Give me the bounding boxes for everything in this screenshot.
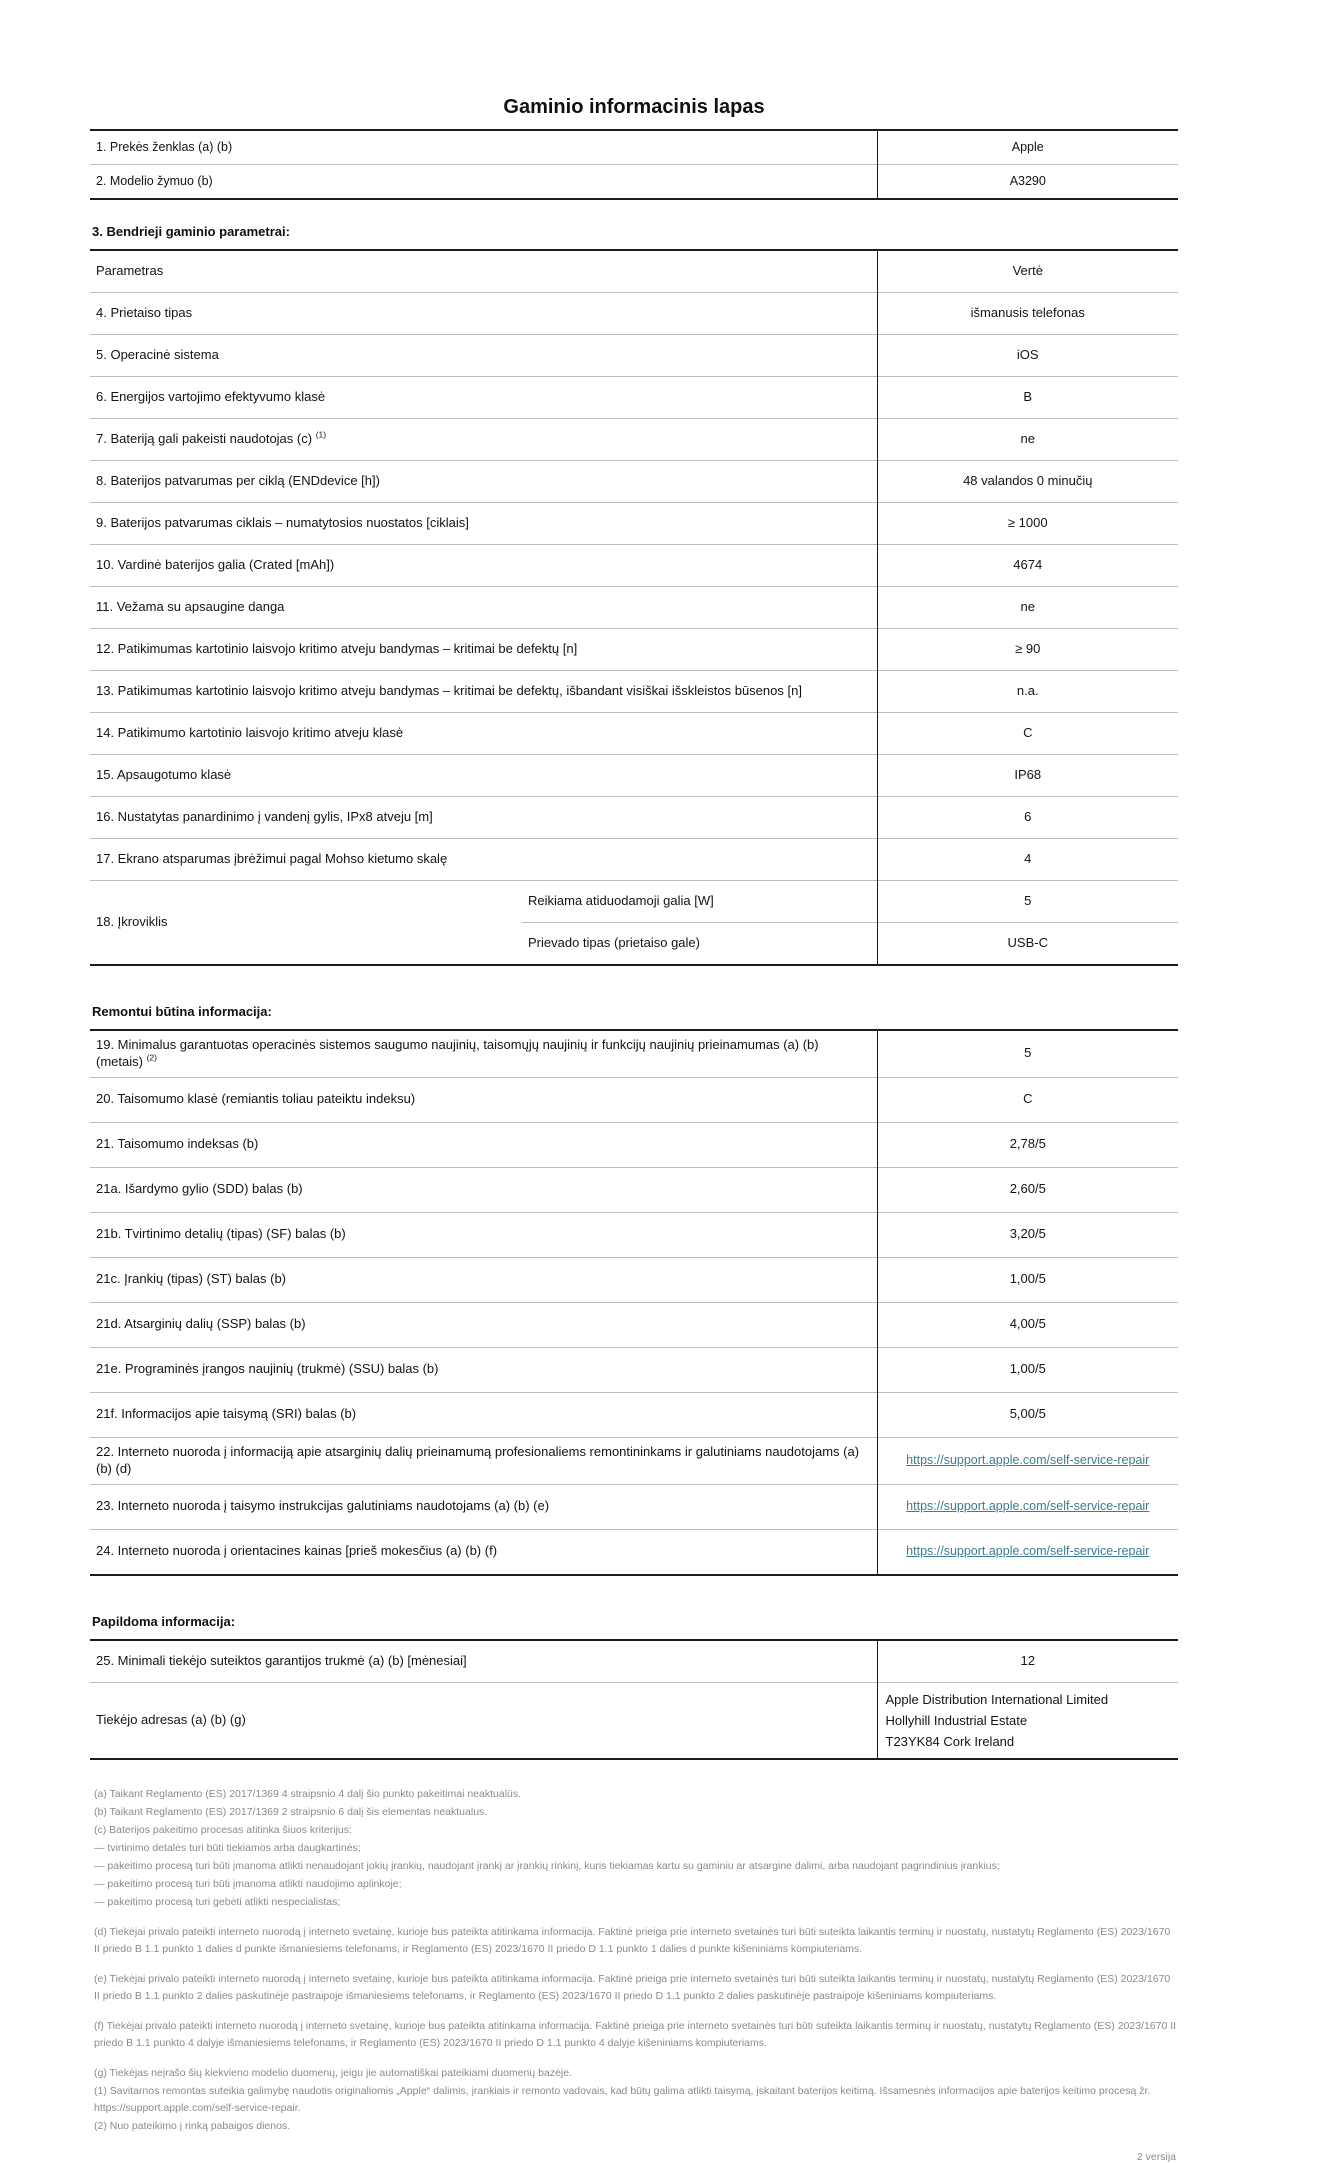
footnote: — tvirtinimo detalės turi būti tiekiamos arba daugkartinės;: [94, 1841, 361, 1854]
row-label-text: Parametras: [96, 263, 164, 279]
row-value: C: [877, 713, 1178, 755]
table-row: [90, 713, 1178, 755]
row-value: 1,00/5: [877, 1347, 1178, 1392]
row-label: [90, 1640, 877, 1683]
row-label-text: 23. Interneto nuoroda į taisymo instrukcijas galutiniams naudotojams (a) (b) (e): [96, 1498, 550, 1514]
row-value: 3,20/5: [877, 1212, 1178, 1257]
footnote: (d) Tiekėjai privalo pateikti interneto nuorodą į interneto svetainę, kurioje bus pateikta atitinkama informacija. Faktinė prieiga prie interneto svetainės turi būti suteikta laikantis terminų ir nuostatų, nustatytų Reglamento (ES) 2023/1670 II priedo B 1.1 punkto 1 dalies d punkte išmaniesiems telefonams, ir Reglamento (ES) 2023/1670 II priedo D 1.1 punkto 1 dalies d punkte kišeniniams kompiuteriams.: [94, 1925, 1171, 1955]
table-row: [90, 671, 1178, 713]
row-value: 6: [877, 797, 1178, 839]
row-label: [90, 1682, 877, 1759]
table-row: [90, 755, 1178, 797]
table-row: [90, 1257, 1178, 1302]
row-sublabel: Prievado tipas (prietaiso gale): [522, 923, 877, 966]
row-label-text: 12. Patikimumas kartotinio laisvojo kritimo atveju bandymas – kritimai be defektų [n]: [96, 641, 578, 657]
table-row: [90, 1682, 1178, 1759]
table-row: [90, 1347, 1178, 1392]
supplier-address-line: Apple Distribution International Limited: [885, 1691, 1109, 1707]
row-label: [90, 461, 877, 503]
row-label: [90, 503, 877, 545]
footnote: (f) Tiekėjai privalo pateikti interneto nuorodą į interneto svetainę, kurioje bus pateikta atitinkama informacija. Faktinė prieiga prie interneto svetainės turi būti suteikta laikantis terminų ir nuostatų, nustatytų Reglamento (ES) 2023/1670 II priedo B 1.1 punkto 4 dalyje išmaniesiems telefonams, ir Reglamento (ES) 2023/1670 II priedo D 1.1 punkto 4 dalyje kišeniniams kompiuteriams.: [94, 2019, 1177, 2049]
row-value-link[interactable]: https://support.apple.com/self-service-repair: [906, 1499, 1150, 1514]
row-label-text: 21. Taisomumo indeksas (b): [96, 1136, 259, 1152]
row-label: [90, 1392, 877, 1437]
row-value: Vertė: [877, 250, 1178, 293]
footnote: (e) Tiekėjai privalo pateikti interneto nuorodą į interneto svetainę, kurioje bus pateikta atitinkama informacija. Faktinė prieiga prie interneto svetainės turi būti suteikta laikantis terminų ir nuostatų, nustatytų Reglamento (ES) 2023/1670 II priedo B 1.1 punkto 2 dalies paskutinėje pastraipoje išmaniesiems telefonams, ir Reglamento (ES) 2023/1670 II priedo D 1.1 punkto 2 dalies paskutinėje pastraipoje kišeniniams kompiuteriams.: [94, 1972, 1171, 2002]
row-value: 1,00/5: [877, 1257, 1178, 1302]
row-value: 5,00/5: [877, 1392, 1178, 1437]
row-label-text: 19. Minimalus garantuotas operacinės sistemos saugumo naujinių, taisomųjų naujinių ir funkcijų naujinių prieinamumas (a) (b) (metais): [96, 1037, 819, 1069]
row-label-text: 1. Prekės ženklas (a) (b): [96, 140, 233, 155]
row-label: [90, 1122, 877, 1167]
row-value: 2,78/5: [877, 1122, 1178, 1167]
row-label-text: 22. Interneto nuoroda į informaciją apie atsarginių dalių prieinamumą profesionaliems remontininkams ir galutiniams naudotojams (a) (b) (d): [96, 1443, 860, 1476]
row-label: [90, 293, 877, 335]
row-label: [90, 587, 877, 629]
table-row: [90, 130, 1178, 165]
table-row: [90, 1640, 1178, 1683]
footnotes: [94, 1786, 1178, 2135]
row-value: ne: [877, 587, 1178, 629]
brand-model-table: [90, 129, 1178, 200]
footnote: — pakeitimo procesą turi būti įmanoma atlikti nenaudojant jokių įrankių, naudojant įrankį ar įrankių rinkinį, kuris tiekiamas kartu su gaminiu ar atsargine dalimi, arba naudojant pagrindinius įrankius;: [94, 1859, 1000, 1872]
row-value: ≥ 90: [877, 629, 1178, 671]
table-row: [90, 377, 1178, 419]
row-value: iOS: [877, 335, 1178, 377]
row-value: 5: [877, 881, 1178, 923]
page-title: Gaminio informacinis lapas: [503, 96, 765, 118]
row-label-text: 13. Patikimumas kartotinio laisvojo kritimo atveju bandymas – kritimai be defektų, išbandant visiškai išskleistos būsenos [n]: [96, 683, 802, 699]
supplier-address-line: Hollyhill Industrial Estate: [885, 1712, 1028, 1728]
row-value: USB-C: [877, 923, 1178, 966]
repair-information-table: [90, 1029, 1178, 1576]
row-label-text: 21d. Atsarginių dalių (SSP) balas (b): [96, 1316, 306, 1332]
table-row: [90, 881, 1178, 923]
row-label: [90, 797, 877, 839]
row-value: B: [877, 377, 1178, 419]
footnote: (b) Taikant Reglamento (ES) 2017/1369 2 straipsnio 6 dalį šis elementas neaktualus.: [94, 1805, 488, 1818]
row-label-text: 2. Modelio žymuo (b): [96, 174, 213, 189]
row-label-text: 11. Vežama su apsaugine danga: [96, 599, 285, 615]
table-row: [90, 629, 1178, 671]
row-value: [877, 1437, 1178, 1484]
row-label: [90, 713, 877, 755]
table-row: [90, 1122, 1178, 1167]
row-label-text: 7. Bateriją gali pakeisti naudotojas (c): [96, 431, 313, 447]
row-label: [90, 377, 877, 419]
footnote: — pakeitimo procesą turi gebėti atlikti nespecialistas;: [94, 1895, 341, 1908]
row-label: [90, 130, 877, 165]
row-sublabel: Reikiama atiduodamoji galia [W]: [522, 881, 877, 923]
row-label: [90, 1257, 877, 1302]
row-value: C: [877, 1077, 1178, 1122]
row-value: [877, 1682, 1178, 1759]
row-label: [90, 545, 877, 587]
table-row: [90, 1077, 1178, 1122]
row-value: 5: [877, 1030, 1178, 1077]
table-row: [90, 1437, 1178, 1484]
section-heading-repair: Remontui būtina informacija:: [92, 1004, 272, 1019]
row-label-text: Tiekėjo adresas (a) (b) (g): [96, 1711, 246, 1727]
row-label: [90, 165, 877, 200]
row-label: [90, 1437, 877, 1484]
table-row: [90, 165, 1178, 200]
row-label-text: 4. Prietaiso tipas: [96, 305, 193, 321]
row-value: [877, 1484, 1178, 1529]
table-row: [90, 1167, 1178, 1212]
row-value: 4: [877, 839, 1178, 881]
row-label-text: 9. Baterijos patvarumas ciklais – numatytosios nuostatos [ciklais]: [96, 515, 469, 531]
footnote: — pakeitimo procesą turi būti įmanoma atlikti naudojimo aplinkoje;: [94, 1877, 402, 1890]
row-value: 48 valandos 0 minučių: [877, 461, 1178, 503]
row-label-text: 6. Energijos vartojimo efektyvumo klasė: [96, 389, 326, 405]
row-label: [90, 1529, 877, 1575]
product-information-sheet: [90, 0, 1178, 2163]
row-value-link[interactable]: https://support.apple.com/self-service-repair: [906, 1453, 1150, 1468]
row-label-text: 21b. Tvirtinimo detalių (tipas) (SF) balas (b): [96, 1226, 346, 1242]
row-label: [90, 335, 877, 377]
row-label-text: 24. Interneto nuoroda į orientacines kainas [prieš mokesčius (a) (b) (f): [96, 1543, 498, 1559]
row-label: [90, 671, 877, 713]
row-label-superscript: (1): [315, 429, 327, 440]
row-label: [90, 755, 877, 797]
supplier-address-line: T23YK84 Cork Ireland: [885, 1733, 1015, 1749]
table-row: [90, 1529, 1178, 1575]
row-label: [90, 1030, 877, 1077]
row-label: [90, 1484, 877, 1529]
section-heading-additional: Papildoma informacija:: [92, 1613, 236, 1629]
general-parameters-table: [90, 249, 1178, 966]
row-label-text: 14. Patikimumo kartotinio laisvojo kritimo atveju klasė: [96, 725, 404, 741]
row-label-text: 21a. Išardymo gylio (SDD) balas (b): [96, 1181, 303, 1197]
row-value: 12: [877, 1640, 1178, 1683]
footnote: (g) Tiekėjas neįrašo šių kiekvieno modelio duomenų, jeigu jie automatiškai pateikiami duomenų bazėje.: [94, 2066, 573, 2079]
row-value: išmanusis telefonas: [877, 293, 1178, 335]
footnote: (c) Baterijos pakeitimo procesas atitinka šiuos kriterijus:: [94, 1823, 352, 1836]
row-label: [90, 1077, 877, 1122]
row-label-text: 21e. Programinės įrangos naujinių (trukmė) (SSU) balas (b): [96, 1361, 439, 1377]
row-value: A3290: [877, 165, 1178, 200]
row-label: [90, 629, 877, 671]
row-value: Apple: [877, 130, 1178, 165]
table-row: [90, 461, 1178, 503]
row-label: [90, 250, 877, 293]
row-label-text: 20. Taisomumo klasė (remiantis toliau pateiktu indeksu): [96, 1091, 416, 1107]
table-row: [90, 250, 1178, 293]
row-label-text: 21c. Įrankių (tipas) (ST) balas (b): [96, 1271, 287, 1287]
row-value: IP68: [877, 755, 1178, 797]
table-row: [90, 545, 1178, 587]
row-value: 4,00/5: [877, 1302, 1178, 1347]
row-value: ne: [877, 419, 1178, 461]
footnote: (a) Taikant Reglamento (ES) 2017/1369 4 straipsnio 4 dalį šio punkto pakeitimai neaktualūs.: [94, 1787, 522, 1800]
row-label: [90, 1302, 877, 1347]
table-row: [90, 335, 1178, 377]
table-row: [90, 293, 1178, 335]
table-row: [90, 1030, 1178, 1077]
row-value: 4674: [877, 545, 1178, 587]
row-label-text: 21f. Informacijos apie taisymą (SRI) balas (b): [96, 1406, 357, 1422]
row-label: 18. Įkroviklis: [90, 881, 522, 966]
row-label-text: 8. Baterijos patvarumas per ciklą (ENDdevice [h]): [96, 473, 380, 489]
version-note: 2 versija: [1136, 2150, 1176, 2163]
footnote: (2) Nuo pateikimo į rinką pabaigos dienos.: [94, 2119, 291, 2132]
row-label-text: 15. Apsaugotumo klasė: [96, 767, 232, 783]
additional-information-table: [90, 1639, 1178, 1760]
row-value: [877, 1529, 1178, 1575]
row-value: 2,60/5: [877, 1167, 1178, 1212]
section-heading-general: 3. Bendrieji gaminio parametrai:: [92, 224, 290, 239]
table-row: [90, 797, 1178, 839]
row-label-text: 25. Minimali tiekėjo suteiktos garantijos trukmė (a) (b) [mėnesiai]: [96, 1652, 467, 1668]
row-value: n.a.: [877, 671, 1178, 713]
row-value: ≥ 1000: [877, 503, 1178, 545]
row-label: [90, 1347, 877, 1392]
table-row: [90, 587, 1178, 629]
row-label-superscript: (2): [146, 1052, 157, 1063]
row-label: [90, 839, 877, 881]
row-label-text: 16. Nustatytas panardinimo į vandenį gylis, IPx8 atveju [m]: [96, 809, 433, 825]
row-label-text: 5. Operacinė sistema: [96, 347, 219, 363]
row-label: [90, 1167, 877, 1212]
row-label-text: 10. Vardinė baterijos galia (Crated [mAh]): [96, 557, 335, 573]
table-row: [90, 503, 1178, 545]
table-row: [90, 419, 1178, 461]
table-row: [90, 1212, 1178, 1257]
table-row: [90, 1484, 1178, 1529]
row-label-text: 17. Ekrano atsparumas įbrėžimui pagal Mohso kietumo skalę: [96, 851, 448, 867]
row-label: [90, 1212, 877, 1257]
table-row: [90, 1392, 1178, 1437]
table-row: [90, 1302, 1178, 1347]
footnote: (1) Savitarnos remontas suteikia galimybę naudotis originaliomis „Apple“ dalimis, įrankiais ir remonto vadovais, kad būtų galima atlikti taisymą, įskaitant baterijos keitimą. Išsamesnės informacijos apie baterijos keitimo procesą žr. https://support.apple.com/self-service-repair.: [94, 2084, 1151, 2114]
row-label: [90, 419, 877, 461]
row-value-link[interactable]: https://support.apple.com/self-service-repair: [906, 1544, 1150, 1559]
table-row: [90, 839, 1178, 881]
